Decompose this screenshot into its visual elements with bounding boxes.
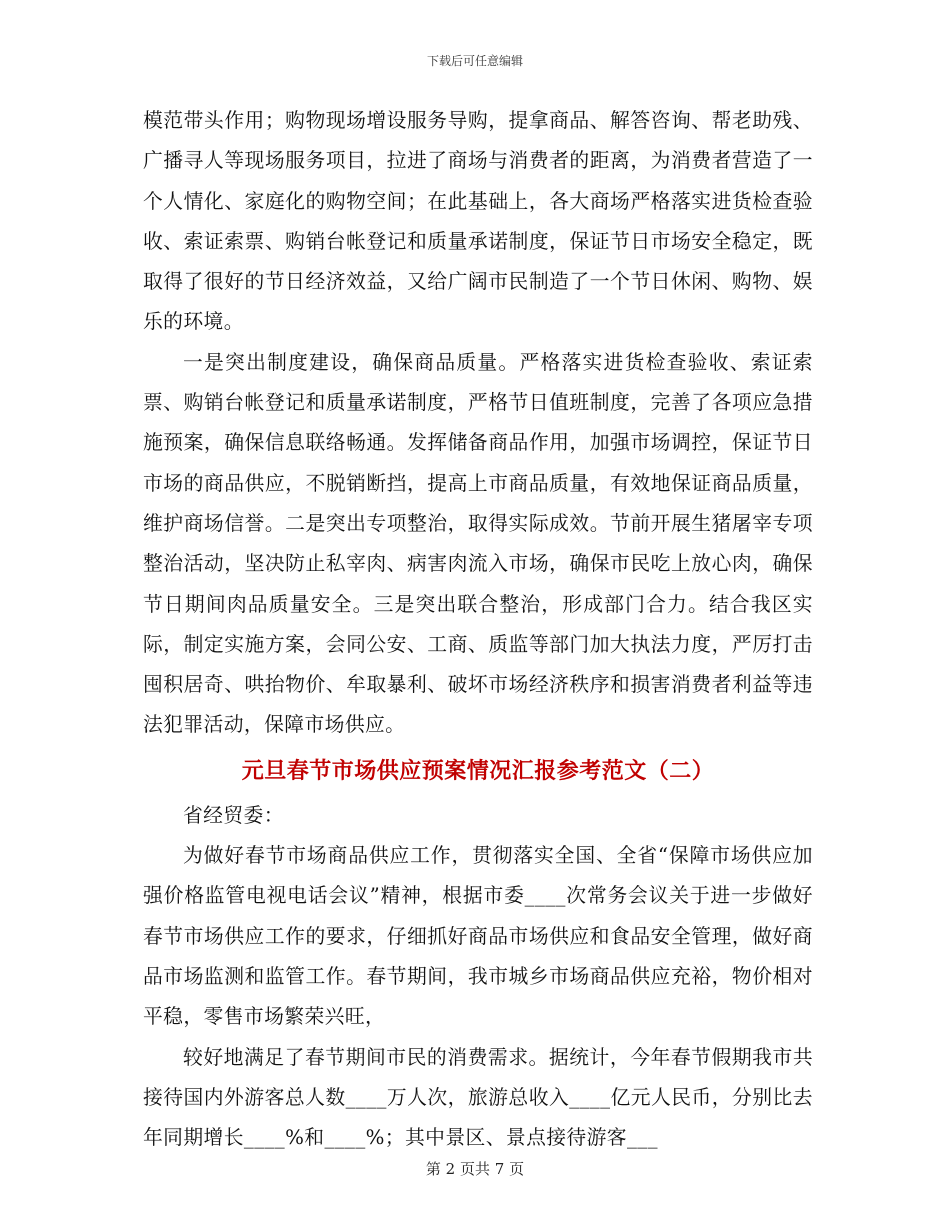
salutation: 省经贸委： — [183, 803, 284, 827]
paragraph-statistics: 较好地满足了春节期间市民的消费需求。据统计，今年春节假期我市共接待国内外游客总人数____万人次，旅游总收入____亿元人民币，分别比去年同期增长____%和____%；其中景区、景点接待游客___ — [143, 1045, 813, 1150]
paragraph-continuation: 模范带头作用；购物现场增设服务导购，提拿商品、解答咨询、帮老助残、广播寻人等现场服务项目，拉进了商场与消费者的距离，为消费者营造了一个人情化、家庭化的购物空间；在此基础上，各大商场严格落实进货检查验收、索证索票、购销台帐登记和质量承诺制度，保证节日市场安全稳定，既取得了很好的节日经济效益，又给广阔市民制造了一个节日休闲、购物、娱乐的环境。 — [143, 109, 813, 334]
page-header: 下载后可任意编辑 — [426, 54, 523, 68]
document-body — [143, 101, 813, 1158]
paragraph-intro: 为做好春节市场商品供应工作，贯彻落实全国、全省“保障市场供应加强价格监管电视电话会议”精神，根据市委____次常务会议关于进一步做好春节市场供应工作的要求，仔细抓好商品市场供应和食品安全管理，做好商品市场监测和监管工作。春节期间，我市城乡市场商品供应充裕，物价相对平稳，零售市场繁荣兴旺， — [143, 844, 813, 1029]
page-footer: 第 2 页共 7 页 — [425, 1160, 525, 1178]
paragraph-measures: 一是突出制度建设，确保商品质量。严格落实进货检查验收、索证索票、购销台帐登记和质量承诺制度，严格节日值班制度，完善了各项应急措施预案，确保信息联络畅通。发挥储备商品作用，加强市场调控，保证节日市场的商品供应，不脱销断挡，提高上市商品质量，有效地保证商品质量，维护商场信誉。二是突出专项整治，取得实际成效。节前开展生猪屠宰专项整治活动，坚决防止私宰肉、病害肉流入市场，确保市民吃上放心肉，确保节日期间肉品质量安全。三是突出联合整治，形成部门合力。结合我区实际，制定实施方案，会同公安、工商、质监等部门加大执法力度，严厉打击囤积居奇、哄抬物价、牟取暴利、破坏市场经济秩序和损害消费者利益等违法犯罪活动，保障市场供应。 — [143, 350, 813, 737]
section-title: 元旦春节市场供应预案情况汇报参考范文（二） — [241, 757, 715, 784]
